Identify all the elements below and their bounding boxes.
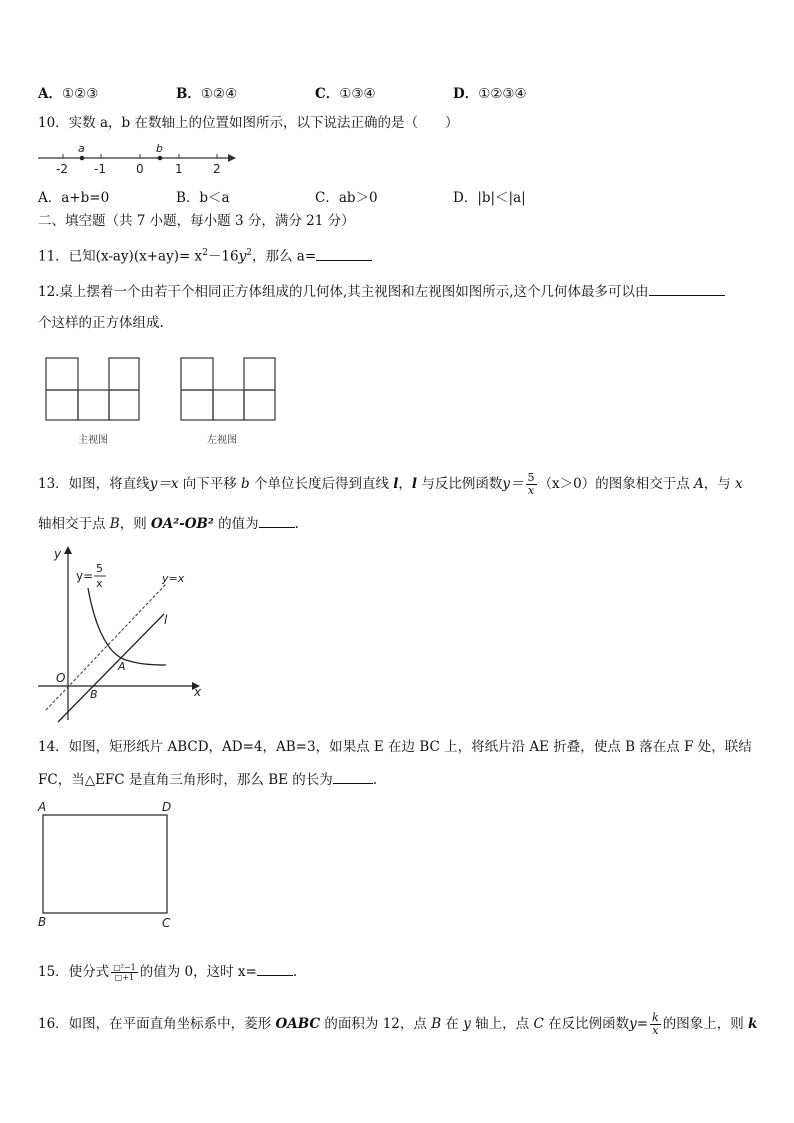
q9-option-c xyxy=(315,82,376,102)
q9-option-d xyxy=(453,82,527,102)
q13-line1 xyxy=(38,472,743,497)
q16-func: y= xyxy=(629,1016,649,1032)
line-y-equals-x xyxy=(46,584,166,710)
q11: 11．已知$(x-ay)(x+ay)= x^2-16y^2$，那么 a= xyxy=(38,244,372,266)
q13-line2: 轴相交于点 B，则 OA²-OB² 的值为 . xyxy=(38,516,299,532)
q13-var-l: l xyxy=(411,476,418,492)
q15-pre: 15．使分式 xyxy=(38,964,110,980)
option-text: ①③④ xyxy=(339,86,376,102)
tick-label: 1 xyxy=(175,162,183,176)
point-b-label: B xyxy=(90,688,98,701)
option-text: ①②③ xyxy=(61,86,99,102)
q13-text: 个单位长度后得到直线 xyxy=(249,476,394,492)
q13-text: 向下平移 xyxy=(178,476,242,492)
answer-blank xyxy=(259,514,295,528)
q13-text: ， xyxy=(398,476,412,492)
tick-label: 2 xyxy=(213,162,221,176)
q10-option-d: D．|b|＜|a| xyxy=(453,190,526,206)
front-view-caption: 主视图 xyxy=(78,435,108,446)
q15-post: 的值为 0，这时 x= xyxy=(139,964,257,980)
left-view xyxy=(181,358,275,420)
q13-text: 的值为 xyxy=(213,516,259,532)
q16-point-b: B xyxy=(431,1016,442,1032)
option-letter: A． xyxy=(38,86,62,102)
q14-line1: 14．如图，矩形纸片 ABCD，AD=4，AB=3，如果点 E 在边 BC 上，将纸片沿 AE 折叠，使点 B 落在点 F 处，联结 xyxy=(38,739,752,755)
q13-var-x: x xyxy=(735,476,743,492)
option-letter: C． xyxy=(315,86,340,102)
front-view xyxy=(46,358,139,420)
q14-text: FC，当△EFC 是直角三角形时，那么 BE 的长为 xyxy=(38,772,333,788)
q13-equation: y＝x xyxy=(149,476,179,492)
answer-blank xyxy=(316,247,372,261)
q13-var-b: b xyxy=(241,476,250,492)
hyperbola-label-prefix: y= xyxy=(76,569,94,583)
q16 xyxy=(38,1012,757,1037)
q16-text: 16．如图，在平面直角坐标系中，菱形 xyxy=(38,1016,276,1032)
q10-option-c: C．ab＞0 xyxy=(315,190,378,206)
q11-y: y xyxy=(238,248,247,265)
fraction-numerator: k xyxy=(652,1011,659,1024)
q16-rhombus-name: OABC xyxy=(275,1016,321,1032)
number-line-figure xyxy=(36,140,246,176)
fraction-denominator: x xyxy=(527,484,535,497)
q12-line1 xyxy=(38,282,725,301)
answer-blank xyxy=(649,282,725,296)
number-line-arrow xyxy=(228,154,236,162)
q13-point-b: B xyxy=(109,516,120,532)
q16-var-k: k xyxy=(748,1016,758,1032)
fraction-numerator: □²−1 xyxy=(113,963,136,972)
q16-text: 轴上，点 xyxy=(470,1016,534,1032)
hyperbola-label-numerator: 5 xyxy=(96,562,103,575)
point-a-label: A xyxy=(118,660,126,673)
tick-label: 0 xyxy=(136,162,144,176)
q11-pre: 11．已知(x-ay)(x+ay)= x xyxy=(38,248,203,265)
tick-label: -2 xyxy=(56,162,68,176)
q16-var-y: y xyxy=(463,1016,471,1032)
q9-option-a xyxy=(38,82,98,102)
vertex-d-label: D xyxy=(162,800,172,814)
q13-text: 轴相交于点 xyxy=(38,516,110,532)
origin-label: O xyxy=(56,671,66,685)
q10-option-b: B．b＜a xyxy=(176,190,230,206)
q13-func: y＝ xyxy=(502,476,524,492)
q14-line2: FC，当△EFC 是直角三角形时，那么 BE 的长为 . xyxy=(38,772,378,788)
q13-text: 13．如图，将直线 xyxy=(38,476,150,492)
q14-rectangle-figure xyxy=(34,800,184,930)
q9-option-b xyxy=(176,82,237,102)
q11-post: ，那么 a= xyxy=(251,248,317,265)
q13-figure xyxy=(34,544,209,724)
option-text: ①②③④ xyxy=(478,86,527,102)
left-view-caption: 左视图 xyxy=(207,435,237,446)
rectangle-abcd xyxy=(43,815,167,913)
q16-text: 的图象上，则 xyxy=(662,1016,748,1032)
q13-fraction xyxy=(526,472,537,497)
vertex-c-label: C xyxy=(162,916,171,930)
option-text: ①②④ xyxy=(200,86,238,102)
q10-option-a: A．a+b=0 xyxy=(38,190,110,206)
q13-var-l: l xyxy=(393,476,399,492)
q12-views-figure xyxy=(40,352,290,447)
q13-point-a: A xyxy=(694,476,704,492)
hyperbola-label-denominator: x xyxy=(96,577,103,590)
axis-label-x: x xyxy=(194,685,202,699)
q13-condition: （x＞0） xyxy=(538,476,596,492)
axis-label-y: y xyxy=(54,547,62,561)
fraction-numerator: 5 xyxy=(527,471,535,484)
answer-blank xyxy=(257,962,293,976)
q13-text: ，与 xyxy=(703,476,736,492)
q12-line2: 个这样的正方体组成. xyxy=(38,315,164,331)
q15-fraction xyxy=(111,963,138,982)
line-l xyxy=(58,614,164,722)
q13-text: 的图象相交于点 xyxy=(595,476,694,492)
q13-text: ，则 xyxy=(119,516,152,532)
y-axis-arrow xyxy=(64,546,72,554)
q12-text: 12.桌上摆着一个由若干个相同正方体组成的几何体,其主视图和左视图如图所示,这个几何体最多可以由 xyxy=(38,284,649,300)
point-b-label: b xyxy=(156,142,163,155)
tick-label: -1 xyxy=(94,162,106,176)
line-l-label: l xyxy=(164,613,168,627)
option-letter: D． xyxy=(453,86,479,102)
q16-text: 在反比例函数 xyxy=(543,1016,630,1032)
q16-text: 在 xyxy=(441,1016,464,1032)
q13-text: 与反比例函数 xyxy=(417,476,503,492)
answer-blank xyxy=(333,770,373,784)
section-heading: 二、填空题（共 7 小题，每小题 3 分，满分 21 分） xyxy=(38,213,355,229)
fraction-denominator: □+1 xyxy=(114,973,135,982)
point-a xyxy=(80,156,85,161)
q13-expression: OA²-OB² xyxy=(151,516,214,532)
q16-fraction xyxy=(650,1012,661,1037)
point-b xyxy=(158,156,163,161)
q15: 15．使分式 $\frac{\text{□²−1}}{□+1}$ 的值为 0，这时 x= . xyxy=(38,963,298,982)
q10-stem: 10．实数 a，b 在数轴上的位置如图所示，以下说法正确的是（ ） xyxy=(38,115,459,131)
fraction-denominator: x xyxy=(652,1024,659,1037)
q16-point-c: C xyxy=(533,1016,544,1032)
point-a-label: a xyxy=(78,142,85,155)
q11-mid: －16 xyxy=(207,248,239,265)
vertex-a-label: A xyxy=(38,800,47,814)
vertex-b-label: B xyxy=(38,915,47,929)
option-letter: B． xyxy=(176,86,201,102)
line-yx-label: y=x xyxy=(162,572,185,585)
q16-text: 的面积为 12，点 xyxy=(320,1016,432,1032)
